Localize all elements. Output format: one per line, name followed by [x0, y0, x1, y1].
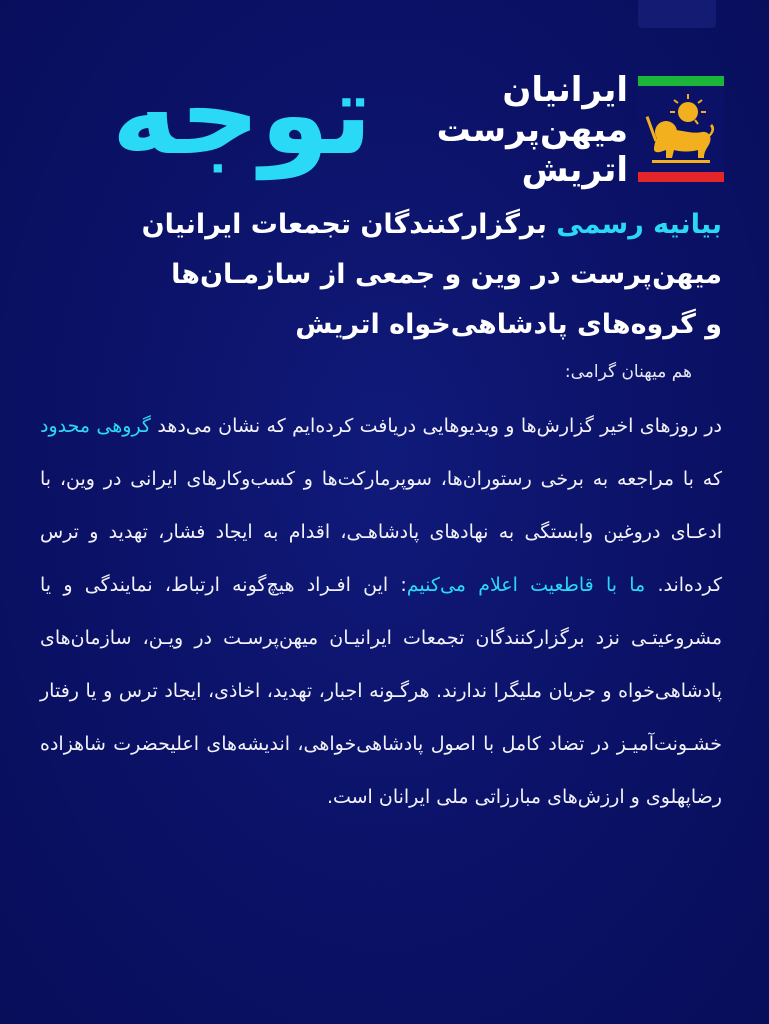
- flag-green-stripe: [638, 76, 724, 86]
- salutation: هم میهنان گرامی:: [564, 362, 692, 382]
- title-highlight-official-statement: بیانیه رسمی: [556, 209, 722, 240]
- headline-attention: توجه: [111, 50, 373, 180]
- body-part3: : این افـراد هیچ‌گونه ارتباط، نمایندگی و یا مشروعیتـی نزد برگزارکنندگان تجمعات ایرانیـان میهن‌پرسـت در ویـن، سازمان‌های پادشاهی‌خواه و جریان ملیگرا ندارند. هرگـونه اجبار، تهدید، اخاذی، ایجاد ترس و یا رفتار خشـونت‌آمیـز در تضاد کامل با اصول پادشاهی‌خواهی، اندیشه‌های اعلیحضرت شاهزاده رضاپهلوی و ارزش‌های مبارزاتی ملی ایرانان است.: [40, 574, 722, 808]
- statement-body: [40, 400, 722, 824]
- body-highlight-limited-group: گروهی محدود: [40, 415, 151, 437]
- lion-and-sun-icon: [644, 88, 718, 170]
- title-line2: میهن‌پرست در وین و جمعی از سازمـان‌ها: [171, 259, 722, 290]
- title-line3: و گروه‌های پادشاهی‌خواه اتریش: [295, 309, 722, 340]
- statement-title: [30, 200, 722, 350]
- org-name: [436, 70, 628, 190]
- body-part1: در روزهای اخیر گزارش‌ها و ویدیوهایی دریافت کرده‌ایم که نشان می‌دهد: [150, 415, 722, 437]
- body-part2: که با مراجعه به برخی رستوران‌ها، سوپرمارکت‌ها و کسب‌وکارهای ایرانی در وین، با ادعـای دروغین وابستگی به نهادهای پادشاهـی، اقدام به ایجاد فشار، تهدید و ترس کرده‌اند.: [40, 468, 722, 596]
- top-corner-mark: [638, 0, 716, 28]
- org-name-line2: میهن‌پرست: [436, 110, 628, 150]
- lion-and-sun-flag: [638, 76, 724, 182]
- title-line1-text: برگزارکنندگان تجمعات ایرانیان: [141, 209, 557, 240]
- body-highlight-firm-declaration: ما با قاطعیت اعلام می‌کنیم: [406, 574, 646, 596]
- flag-red-stripe: [638, 172, 724, 182]
- org-name-line1: ایرانیان: [502, 70, 628, 110]
- org-name-line3: اتریش: [521, 150, 628, 190]
- title-line1: [30, 200, 722, 250]
